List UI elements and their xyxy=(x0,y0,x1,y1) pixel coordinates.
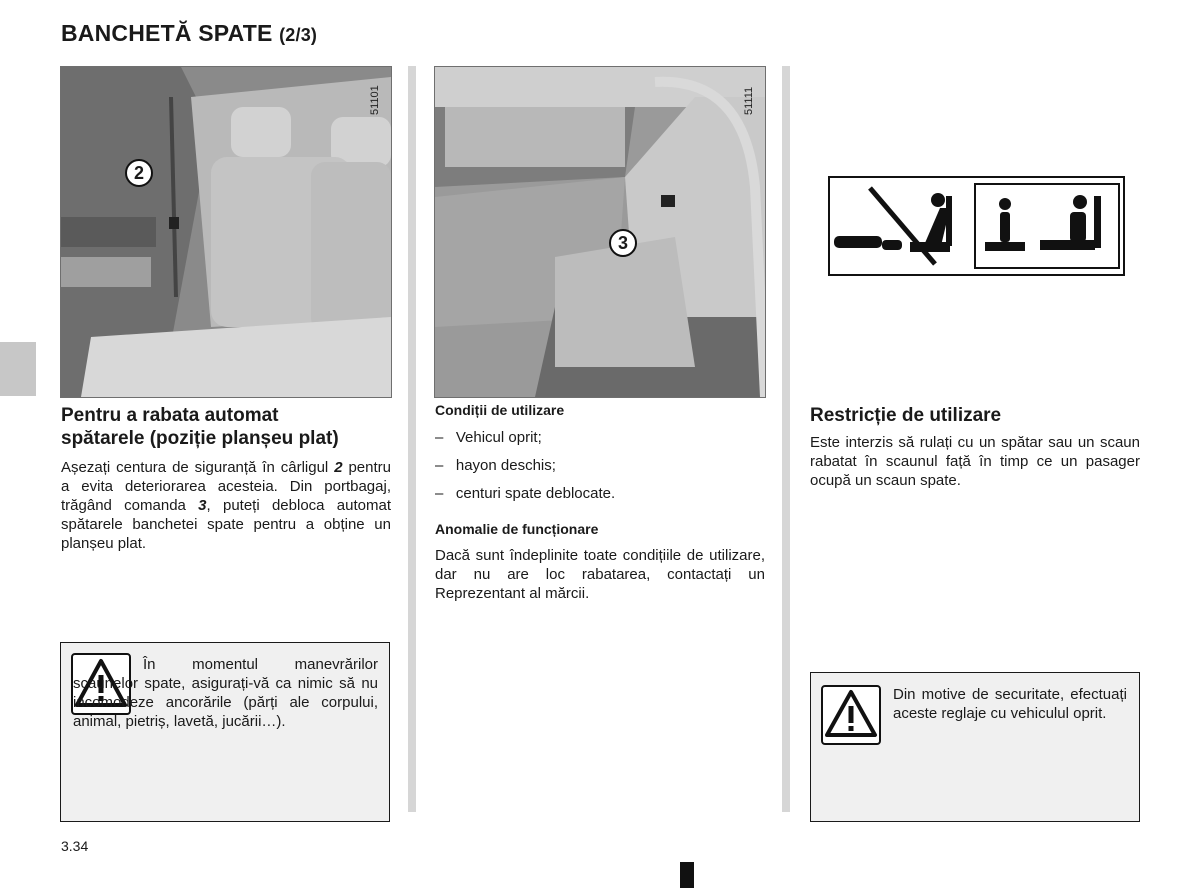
page-number: 3.34 xyxy=(61,838,89,854)
middle-section xyxy=(435,402,765,603)
page-title-text: BANCHETĂ SPATE xyxy=(61,20,273,46)
reference-3: 3 xyxy=(198,497,207,514)
anomaly-label: Anomalie de funcționare xyxy=(435,521,599,537)
left-warning-box xyxy=(60,642,390,822)
anomaly-text: Dacă sunt îndeplinite toate condițiile de utilizare, dar nu are loc rabatarea, contactați un Reprezentant al mărcii. xyxy=(435,547,765,602)
trunk-illustration xyxy=(435,67,765,397)
column-divider-right xyxy=(782,66,790,812)
left-paragraph-part2: pentru a evita deteriorarea acesteia. Din portbagaj, trăgând comanda xyxy=(61,459,391,514)
left-warning-text: În momentul manevrărilor scaunelor spate, asigurați-vă ca nimic să nu incomodeze ancorările (părți ale corpului, animal, pietriș, lavetă, jucării…). xyxy=(73,656,378,730)
left-heading-line1: Pentru a rabata automat xyxy=(61,405,279,426)
chapter-tab xyxy=(0,342,36,396)
left-heading-line2: spătarele (poziție planșeu plat) xyxy=(61,428,339,449)
page-edge-marker xyxy=(680,862,694,888)
left-paragraph-part3: , puteți debloca automat spătarele banchetei spate pentru a obține un planșeu plat. xyxy=(61,497,391,552)
page-title-suffix: (2/3) xyxy=(279,25,318,45)
callout-2: 2 xyxy=(125,159,153,187)
column-divider-left xyxy=(408,66,416,812)
figure-code-left: 51101 xyxy=(369,85,381,115)
right-paragraph: Este interzis să rulați cu un spătar sau un scaun rabatat în scaunul față în timp ce un pasager ocupă un scaun spate. xyxy=(810,434,1140,489)
conditions-label: Condiții de utilizare xyxy=(435,402,565,418)
callout-3: 3 xyxy=(609,229,637,257)
right-heading: Restricție de utilizare xyxy=(810,405,1002,426)
figure-code-middle: 51111 xyxy=(743,86,755,115)
trunk-photo xyxy=(434,66,766,398)
right-warning-box xyxy=(810,672,1140,822)
condition-item: – Vehicul oprit; xyxy=(435,429,542,446)
condition-item: – hayon deschis; xyxy=(435,457,556,474)
rear-seat-illustration xyxy=(61,67,391,397)
left-paragraph-part1: Așezați centura de siguranță în cârligul xyxy=(61,459,335,476)
warning-triangle-icon xyxy=(821,685,881,745)
seat-restriction-icon xyxy=(830,178,1123,274)
rear-seat-photo xyxy=(60,66,392,398)
reference-2: 2 xyxy=(334,459,343,476)
condition-item: – centuri spate deblocate. xyxy=(435,485,616,502)
left-heading xyxy=(61,404,401,450)
seat-restriction-pictogram xyxy=(828,176,1125,276)
right-warning-text: Din motive de securitate, efectuați aceste reglaje cu vehiculul oprit. xyxy=(893,686,1127,722)
page-title xyxy=(61,20,317,47)
left-paragraph xyxy=(61,458,391,553)
